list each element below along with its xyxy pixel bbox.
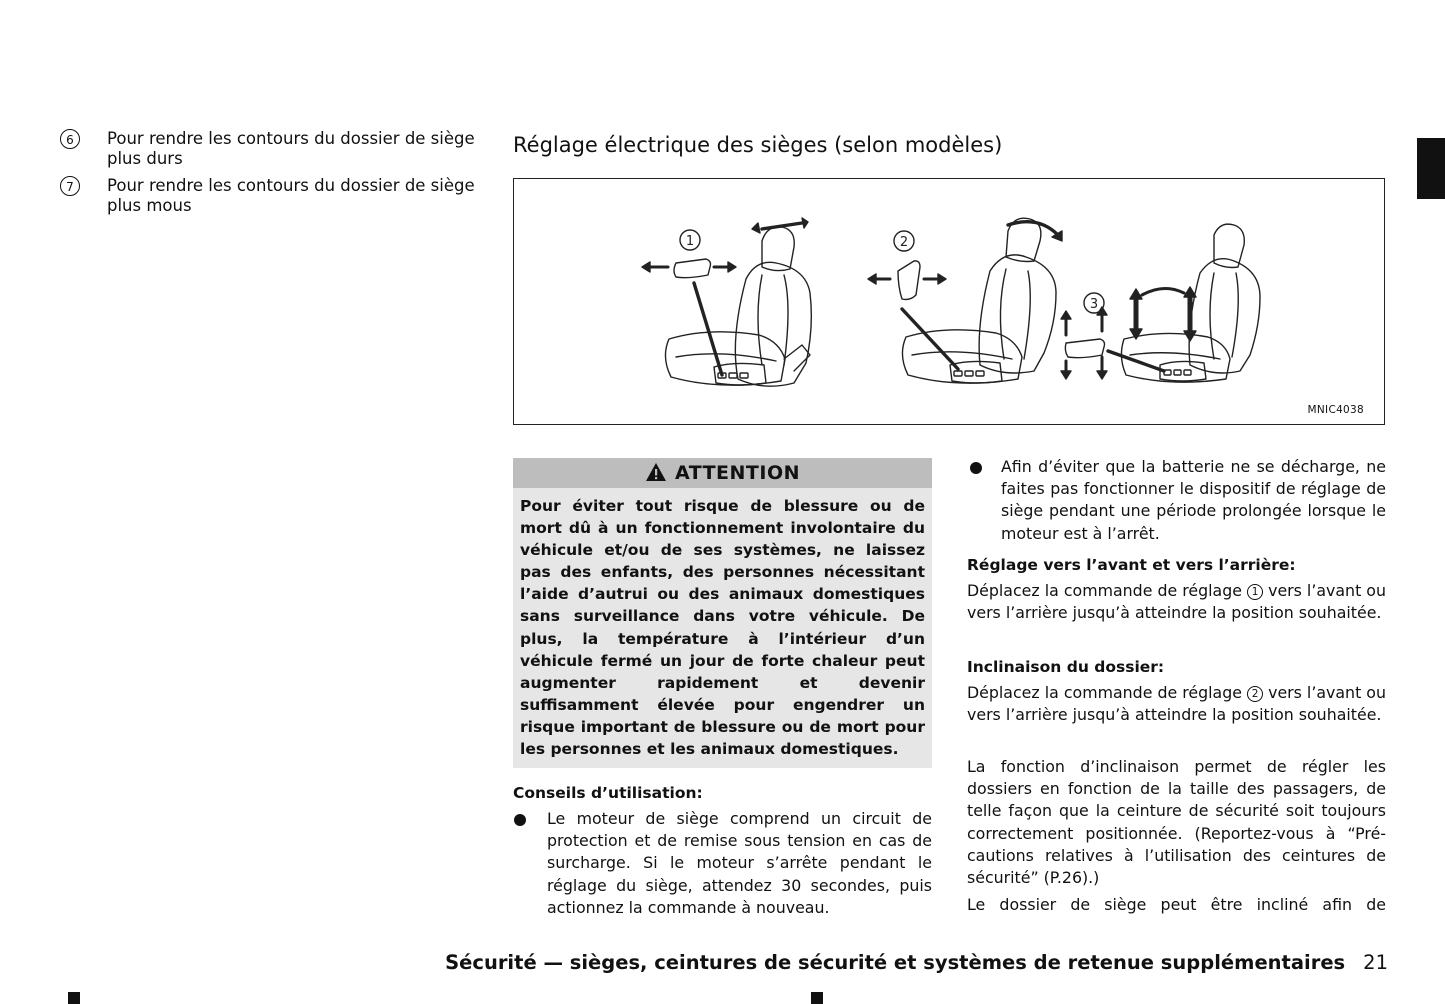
- callout-1: 1: [1247, 584, 1263, 600]
- svg-text:1: 1: [685, 234, 695, 249]
- fwd-text-post: vers l’avant ou vers l’arrière jusqu’à atteindre la position souhaitée.: [967, 581, 1386, 623]
- svg-text:2: 2: [899, 235, 909, 250]
- list-number-6: 6: [60, 129, 80, 149]
- recline-text: [967, 682, 1386, 726]
- fwd-text-pre: Déplacez la commande de réglage: [967, 581, 1242, 600]
- battery-bullet: Afin d’éviter que la batterie ne se décharge, ne faites pas fonctionner le dispositif de réglage de siège pendant une période prolongée lorsque le moteur est à l’arrêt.: [1001, 457, 1386, 543]
- power-seat-illustration: [514, 179, 1383, 423]
- crop-mark: [68, 992, 80, 1004]
- page-number: 21: [1363, 951, 1388, 974]
- bullet-dot: [514, 814, 526, 826]
- list-item-text: Pour rendre les contours du dossier de siège plus mous: [107, 176, 475, 215]
- recline-description: La fonction d’inclinaison permet de régler les dossiers en fonction de la taille des passagers, de telle façon que la ceinture de sécurité soit toujours correctement positionnée. (Reportez-vous à “Précautions relatives à l’utilisation des ceintures de sécurité” (P.26).): [967, 757, 1386, 888]
- recline-heading: Inclinaison du dossier:: [967, 658, 1165, 676]
- list-item-text: Pour rendre les contours du dossier de siège plus durs: [107, 129, 475, 168]
- attention-title: ATTENTION: [674, 462, 801, 484]
- forward-backward-heading: Réglage vers l’avant et vers l’arrière:: [967, 556, 1296, 574]
- list-number-7: 7: [60, 176, 80, 196]
- forward-backward-text: [967, 580, 1386, 624]
- callout-2: 2: [1247, 686, 1263, 702]
- seat-adjustment-figure: [513, 178, 1385, 425]
- conseils-bullet-1: Le moteur de siège comprend un circuit de protection et de remise sous tension en cas de surcharge. Si le moteur s’arrête pendant le réglage du siège, attendez 30 secondes, puis actionnez la commande à nouveau.: [547, 809, 932, 917]
- section-title: Réglage électrique des sièges (selon modèles): [513, 133, 1003, 157]
- recl-text-pre: Déplacez la commande de réglage: [967, 683, 1242, 702]
- page-footer: [445, 950, 1388, 976]
- crop-mark: [811, 992, 823, 1004]
- conseils-heading: Conseils d’utilisation:: [513, 784, 703, 802]
- svg-text:3: 3: [1089, 297, 1099, 312]
- recline-continuation: Le dossier de siège peut être incliné afin de: [967, 895, 1386, 914]
- chapter-thumb-tab: [1417, 138, 1445, 199]
- attention-header: [513, 458, 932, 488]
- bullet-dot: [970, 462, 982, 474]
- warning-triangle-icon: [645, 462, 667, 482]
- figure-code: MNIC4038: [1307, 404, 1364, 416]
- footer-chapter-title: Sécurité — sièges, ceintures de sécurité et systèmes de retenue supplémentaires: [445, 951, 1346, 974]
- attention-body: Pour éviter tout risque de blessure ou de mort dû à un fonctionnement involontaire du véhicule et/ou de ses systèmes, ne laissez pas des enfants, des personnes nécessitant l’aide d’autrui ou des animaux domestiques sans surveillance dans votre véhicule. De plus, la température à l’intérieur d’un véhicule fermé un jour de forte chaleur peut augmenter rapidement et devenir suffisamment élevée pour engendrer un risque important de blessure ou de mort pour les personnes et les animaux domestiques.: [513, 488, 932, 768]
- recl-text-post: vers l’avant ou vers l’arrière jusqu’à atteindre la position souhaitée.: [967, 683, 1386, 725]
